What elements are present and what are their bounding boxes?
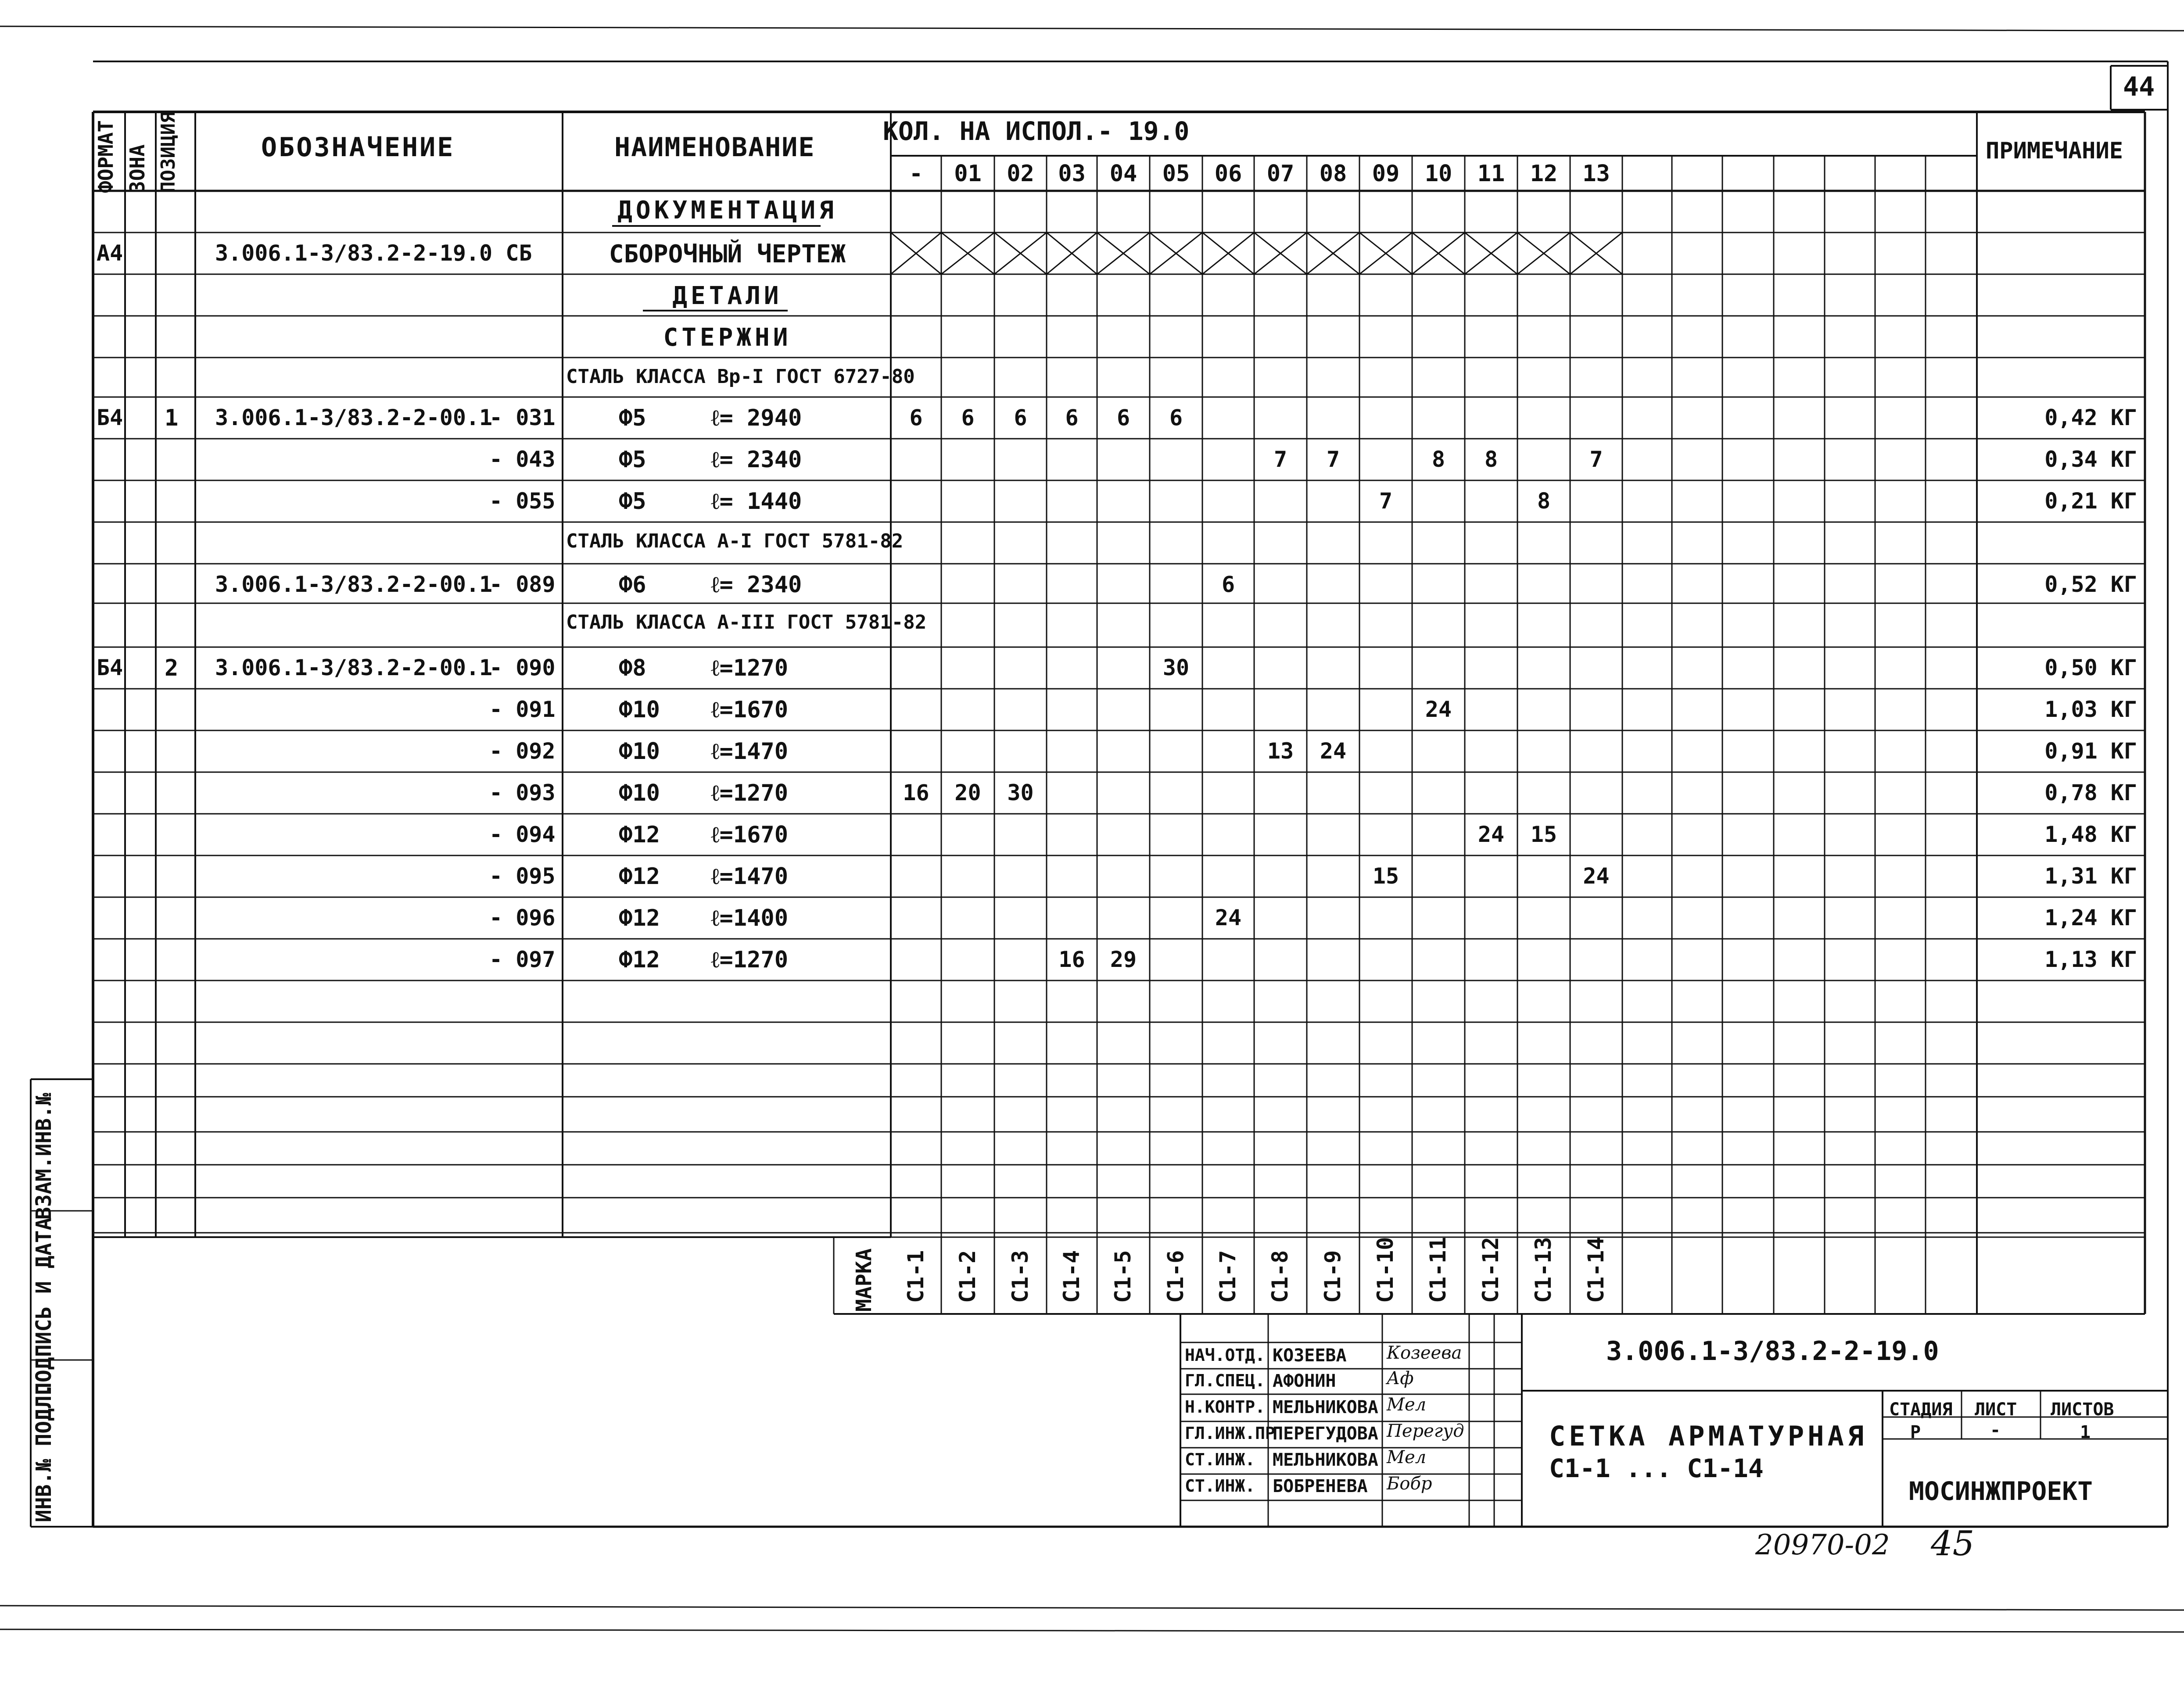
cell-qty: 16: [903, 780, 929, 805]
cell-note: 0,42 КГ: [2044, 405, 2137, 430]
marka-item: С1-13: [1531, 1237, 1556, 1303]
signer-name: МЕЛЬНИКОВА: [1273, 1450, 1378, 1470]
cell-designation-suffix: - 092: [489, 738, 556, 764]
cell-designation-suffix: - 095: [489, 863, 556, 889]
exec-col-header: 03: [1058, 161, 1086, 187]
cell-designation-suffix: - 097: [489, 947, 556, 972]
cell-note: 1,24 КГ: [2044, 905, 2137, 930]
cell-qty: 24: [1320, 738, 1347, 764]
signer-name: АФОНИН: [1273, 1371, 1336, 1391]
archive-number: 20970-02: [1755, 1529, 1890, 1561]
cell-qty: 30: [1007, 780, 1034, 805]
marka-label: МАРКА: [852, 1248, 876, 1312]
cell-designation-suffix: - 091: [489, 697, 556, 722]
cell-qty: 6: [1065, 405, 1079, 430]
cell-qty: 24: [1583, 863, 1610, 889]
cell-qty: 15: [1530, 822, 1557, 847]
cell-name: Ф12: [619, 905, 660, 931]
header-position: ПОЗИЦИЯ: [157, 111, 179, 193]
marka-item: С1-10: [1373, 1237, 1398, 1303]
cell-name: Ф6: [619, 572, 646, 598]
sheets-value: 1: [2080, 1422, 2091, 1442]
cell-qty: 6: [1221, 572, 1235, 597]
cell-length: ℓ=1670: [711, 697, 789, 723]
cell-length: ℓ= 2340: [711, 572, 802, 598]
cell-qty: 6: [1116, 405, 1130, 430]
cell-note: 0,50 КГ: [2044, 655, 2137, 680]
label-podpis-data: ПОДПИСЬ И ДАТА: [32, 1217, 56, 1395]
page-number: 45: [1931, 1524, 1975, 1564]
cell-qty: 7: [1589, 447, 1603, 472]
signer-name: МЕЛЬНИКОВА: [1273, 1397, 1378, 1417]
marka-item: С1-11: [1425, 1237, 1451, 1303]
header-name: НАИМЕНОВАНИЕ: [614, 132, 815, 163]
cell-note: 0,91 КГ: [2044, 738, 2137, 764]
exec-col-header: 13: [1582, 161, 1610, 187]
cell-length: ℓ=1270: [711, 655, 789, 681]
cell-name-heading: СТАЛЬ КЛАССА А-I ГОСТ 5781-82: [566, 530, 904, 552]
title-line-2: С1-1 ... С1-14: [1549, 1453, 1764, 1483]
cell-position: 1: [165, 405, 179, 431]
marka-item: С1-2: [954, 1250, 980, 1303]
marka-item: С1-6: [1163, 1250, 1188, 1303]
cell-designation-suffix: - 094: [489, 822, 556, 847]
cell-note: 0,78 КГ: [2044, 780, 2137, 805]
cell-designation-suffix: - 089: [489, 572, 556, 597]
marka-item: С1-4: [1058, 1250, 1084, 1303]
cell-name: Ф10: [619, 780, 660, 806]
header-note: ПРИМЕЧАНИЕ: [1986, 138, 2123, 164]
marka-item: С1-14: [1583, 1237, 1609, 1303]
cell-designation: 3.006.1-3/83.2-2-00.1: [215, 572, 493, 597]
cell-qty: 6: [1169, 405, 1183, 430]
cell-qty: 30: [1162, 655, 1190, 680]
cell-length: ℓ=1400: [711, 905, 789, 931]
cell-length: ℓ=1470: [711, 738, 789, 765]
cell-name-heading: ДОКУМЕНТАЦИЯ: [617, 196, 837, 225]
cell-name-heading: ДЕТАЛИ: [672, 282, 782, 310]
cell-length: ℓ=1270: [711, 947, 789, 973]
header-zone: ЗОНА: [126, 144, 149, 193]
signer-name: КОЗЕЕВА: [1273, 1346, 1347, 1366]
cell-format: Б4: [97, 405, 123, 430]
sheet-number: 44: [2123, 72, 2155, 102]
cell-designation-suffix: - 093: [489, 780, 556, 805]
title-line-1: СЕТКА АРМАТУРНАЯ: [1549, 1420, 1868, 1452]
cell-note: 1,13 КГ: [2044, 947, 2137, 972]
cell-designation: 3.006.1-3/83.2-2-00.1: [215, 655, 493, 680]
cell-qty: 24: [1425, 697, 1452, 722]
signature: Мел: [1387, 1447, 1427, 1467]
cell-note: 0,34 КГ: [2044, 447, 2137, 472]
cell-qty: 20: [954, 780, 981, 805]
cell-designation-suffix: - 031: [489, 405, 556, 430]
cell-name: Ф12: [619, 863, 660, 890]
cell-position: 2: [165, 655, 179, 681]
cell-qty: 6: [909, 405, 923, 430]
cell-qty: 8: [1537, 488, 1551, 514]
signer-role: НАЧ.ОТД.: [1185, 1346, 1266, 1365]
signer-role: СТ.ИНЖ.: [1185, 1476, 1255, 1496]
cell-note: 1,48 КГ: [2044, 822, 2137, 847]
signer-role: ГЛ.ИНЖ.ПР: [1185, 1424, 1275, 1443]
sheets-label: ЛИСТОВ: [2051, 1399, 2114, 1420]
cell-name-heading: СТЕРЖНИ: [663, 323, 792, 352]
stage-label: СТАДИЯ: [1889, 1399, 1953, 1420]
cell-name: Ф10: [619, 738, 660, 765]
signer-role: ГЛ.СПЕЦ.: [1185, 1371, 1266, 1390]
marka-item: С1-1: [903, 1250, 929, 1303]
signer-name: ПЕРЕГУДОВА: [1273, 1424, 1378, 1444]
cell-qty: 24: [1215, 905, 1242, 930]
signer-role: Н.КОНТР.: [1185, 1397, 1266, 1417]
sheet-label: ЛИСТ: [1975, 1399, 2017, 1420]
cell-designation-suffix: - 090: [489, 655, 556, 680]
signature: Аф: [1387, 1368, 1414, 1389]
cell-qty: 29: [1110, 947, 1137, 972]
cell-name: Ф12: [619, 947, 660, 973]
signer-name: БОБРЕНЕВА: [1273, 1476, 1368, 1496]
signature: Перегуд: [1387, 1421, 1464, 1441]
cell-name-heading: СТАЛЬ КЛАССА А-III ГОСТ 5781-82: [566, 611, 927, 633]
cell-qty: 24: [1478, 822, 1505, 847]
cell-note: 0,21 КГ: [2044, 488, 2137, 514]
header-qty-title: КОЛ. НА ИСПОЛ.- 19.0: [883, 116, 1190, 146]
exec-col-header: 08: [1319, 161, 1347, 187]
cell-name-heading: СТАЛЬ КЛАССА Вр-I ГОСТ 6727-80: [566, 365, 915, 388]
cell-qty: 8: [1431, 447, 1445, 472]
exec-col-header: 09: [1372, 161, 1400, 187]
cell-name: Ф5: [619, 447, 646, 473]
cell-name: Ф12: [619, 822, 660, 848]
marka-item: С1-7: [1215, 1250, 1241, 1303]
cell-format: А4: [97, 240, 123, 266]
signature: Бобр: [1387, 1474, 1432, 1494]
cell-qty: 8: [1484, 447, 1498, 472]
cell-qty: 7: [1326, 447, 1340, 472]
cell-length: ℓ=1670: [711, 822, 789, 848]
signer-role: СТ.ИНЖ.: [1185, 1450, 1255, 1469]
exec-col-header: 12: [1530, 161, 1558, 187]
marka-item: С1-12: [1478, 1237, 1503, 1303]
cell-note: 0,52 КГ: [2044, 572, 2137, 597]
label-vzam-inv: ВЗАМ.ИНВ.№: [32, 1093, 56, 1220]
signature: Козеева: [1387, 1343, 1462, 1363]
cell-designation-suffix: - 096: [489, 905, 556, 930]
exec-col-header: 04: [1109, 161, 1137, 187]
header-designation: ОБОЗНАЧЕНИЕ: [261, 132, 455, 163]
exec-col-header: -: [909, 161, 923, 187]
cell-designation-suffix: - 043: [489, 447, 556, 472]
cell-length: ℓ= 2940: [711, 405, 802, 431]
exec-col-header: 05: [1162, 161, 1190, 187]
exec-col-header: 06: [1214, 161, 1242, 187]
header-format: ФОРМАТ: [94, 120, 118, 193]
marka-item: С1-5: [1110, 1250, 1136, 1303]
marka-item: С1-9: [1320, 1250, 1345, 1303]
exec-col-header: 02: [1007, 161, 1034, 187]
cell-name: Ф5: [619, 488, 646, 515]
cell-note: 1,03 КГ: [2044, 697, 2137, 722]
cell-qty: 7: [1273, 447, 1287, 472]
organization: МОСИНЖПРОЕКТ: [1909, 1476, 2093, 1506]
label-inv-podl: ИНВ.№ ПОДЛ.: [32, 1383, 56, 1522]
title-code: 3.006.1-3/83.2-2-19.0: [1606, 1336, 1939, 1367]
cell-name: Ф10: [619, 697, 660, 723]
cell-qty: 13: [1267, 738, 1294, 764]
cell-length: ℓ=1470: [711, 863, 789, 890]
cell-qty: 16: [1058, 947, 1085, 972]
cell-format: Б4: [97, 655, 123, 680]
marka-item: С1-3: [1007, 1250, 1033, 1303]
exec-col-header: 07: [1266, 161, 1295, 187]
stage-value: Р: [1910, 1422, 1921, 1442]
marka-item: С1-8: [1267, 1250, 1293, 1303]
cell-qty: 6: [961, 405, 975, 430]
exec-col-header: 01: [954, 161, 982, 187]
cell-length: ℓ=1270: [711, 780, 789, 806]
signature: Мел: [1387, 1395, 1427, 1415]
cell-designation-suffix: - 055: [489, 488, 556, 514]
cell-length: ℓ= 2340: [711, 447, 802, 473]
cell-note: 1,31 КГ: [2044, 863, 2137, 889]
exec-col-header: 10: [1424, 161, 1452, 187]
cell-qty: 6: [1014, 405, 1027, 430]
cell-name: Ф8: [619, 655, 646, 681]
sheet-value: -: [1990, 1420, 2001, 1440]
cell-qty: 15: [1372, 863, 1399, 889]
exec-col-header: 11: [1477, 161, 1505, 187]
cell-designation: 3.006.1-3/83.2-2-19.0 СБ: [215, 240, 532, 266]
cell-name: Ф5: [619, 405, 646, 431]
cell-name-heading: СБОРОЧНЫЙ ЧЕРТЕЖ: [609, 240, 846, 268]
cell-designation: 3.006.1-3/83.2-2-00.1: [215, 405, 493, 430]
cell-length: ℓ= 1440: [711, 488, 802, 515]
cell-qty: 7: [1379, 488, 1393, 514]
